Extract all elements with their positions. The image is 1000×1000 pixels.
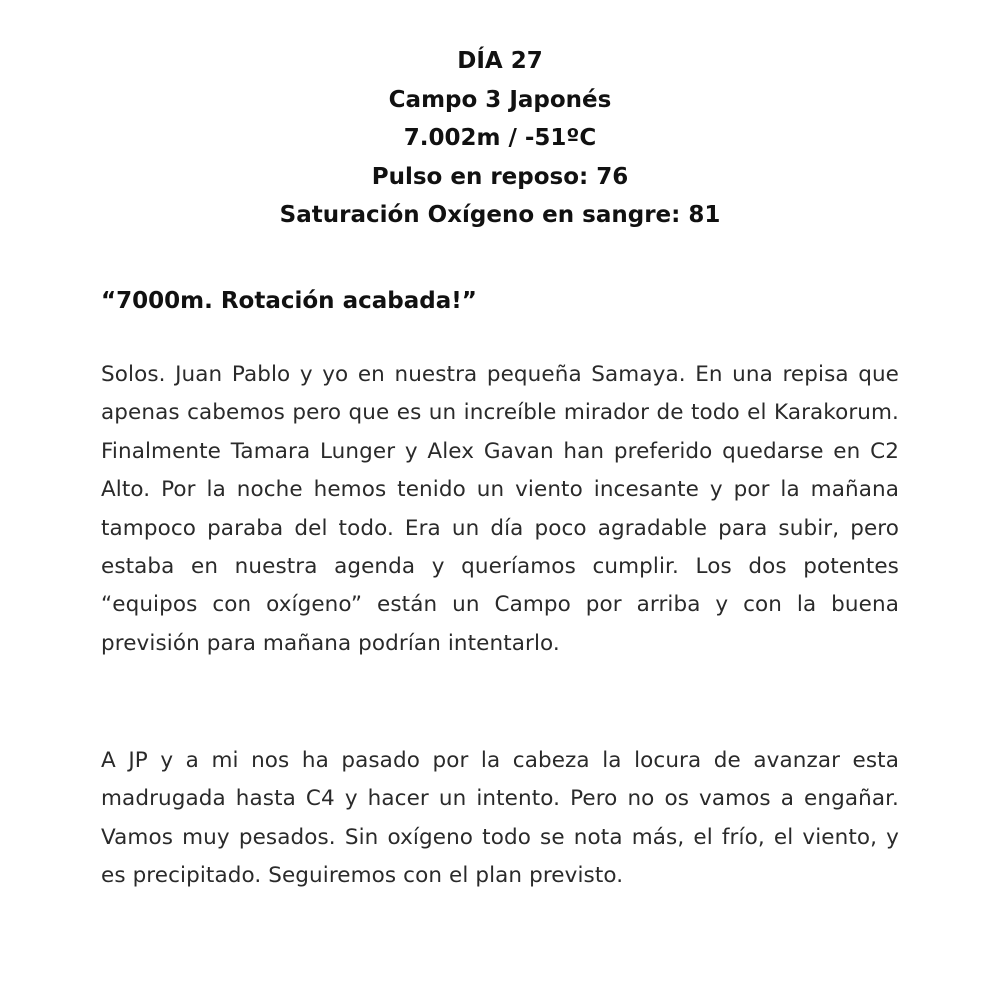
body-paragraph-2: A JP y a mi nos ha pasado por la cabeza la locura de avanzar esta madrugada hasta C4 y hacer un intento. Pero no os vamos a engañar. Vamos muy pesados. Sin oxígeno todo se nota más, el frío, el viento, y es precipitado. Seguiremos con el plan previsto. [101,748,899,889]
entry-header [0,42,1000,235]
altitude-temperature: 7.002m / -51ºC [403,125,597,151]
resting-pulse: Pulso en reposo: 76 [371,163,629,190]
camp-heading: Campo 3 Japonés [388,86,612,113]
day-heading: DÍA 27 [457,48,543,74]
oxygen-saturation: Saturación Oxígeno en sangre: 81 [279,202,721,228]
body-paragraph-1: Solos. Juan Pablo y yo en nuestra pequeña Samaya. En una repisa que apenas cabemos pero que es un increíble mirador de todo el Karakorum. Finalmente Tamara Lunger y Alex Gavan han preferido quedarse en C2 Alto. Por la noche hemos tenido un viento incesante y por la mañana tampoco paraba del todo. Era un día poco agradable para subir, pero estaba en nuestra agenda y queríamos cumplir. Los dos potentes “equipos con oxígeno” están un Campo por arriba y con la buena previsión para mañana podrían intentarlo. [101,362,899,656]
entry-quote-title: “7000m. Rotación acabada!” [101,288,477,314]
